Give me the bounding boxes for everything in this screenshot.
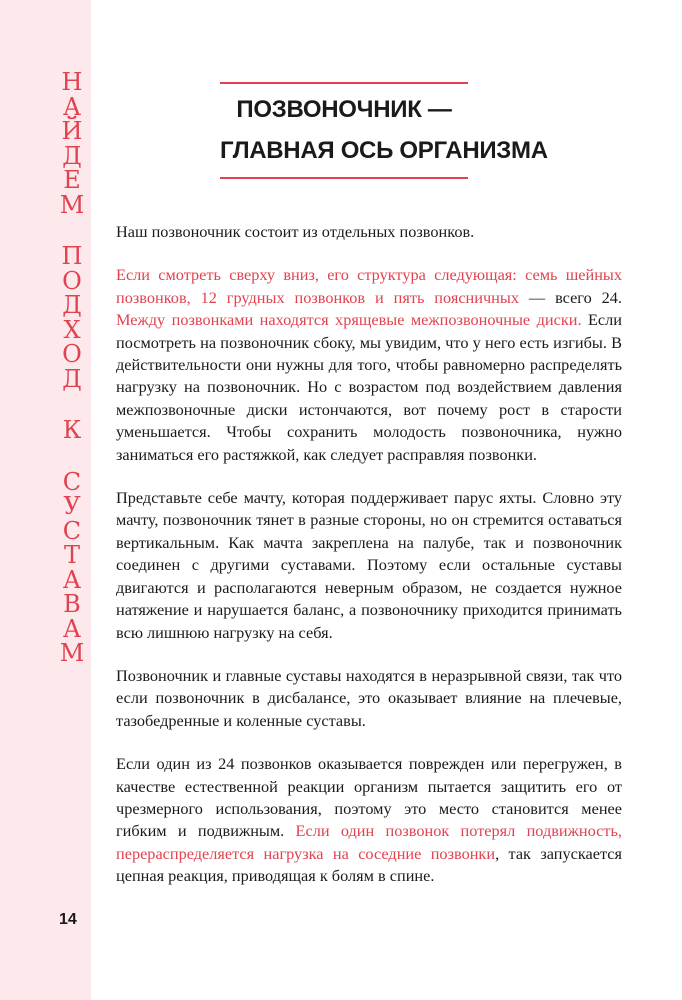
vertical-title-letter: Д <box>62 141 82 170</box>
vertical-title-letter: В <box>63 590 81 618</box>
paragraph-1-text: Наш позвоночник состоит из отдельных позвонков. <box>116 222 475 241</box>
vertical-title-word <box>59 467 85 667</box>
vertical-title-letter: А <box>62 92 82 121</box>
section-heading <box>220 82 548 179</box>
paragraph-3-text: Представьте себе мачту, которая поддерживает парус яхты. Словно эту мачту, позвоночник тянет в разные стороны, но он стремится оставаться вертикальным. Как мачта закреплена на палубе, так и позвоночник соединен с другими суставами. Поэтому если остальные суставы двигаются и располагаются неверным образом, не создается нужное натяжение и нарушается баланс, а позвоночнику приходится принимать всю лишнюю нагрузку на себя. <box>116 488 622 642</box>
vertical-title-letter: К <box>62 416 82 444</box>
vertical-title-letter: Е <box>63 166 81 194</box>
vertical-title-letter: О <box>62 266 82 295</box>
page-title <box>220 84 548 177</box>
vertical-title-letter: Д <box>62 291 82 319</box>
vertical-title-letter: А <box>62 614 82 643</box>
vertical-title-word <box>63 418 82 443</box>
paragraph-4-text: Позвоночник и главные суставы находятся в неразрывной связи, так что если позвоночник в дисбалансе, это оказывает влияние на плечевые, тазобедренные и коленные суставы. <box>116 665 622 730</box>
paragraph-5-text-b: , так запускается цепная реакция, приводящая к болям в спине. <box>116 843 622 886</box>
paragraph-4 <box>116 665 622 732</box>
title-line-1: ПОЗВОНОЧНИК — <box>236 96 452 123</box>
vertical-title-letter: А <box>62 565 82 594</box>
vertical-title-letter: М <box>59 639 85 667</box>
paragraph-5-text-a: Если один из 24 позвонков оказывается поврежден или перегружен, в качестве естественной реакции организм пытается защитить его от чрезмерного использования, поэтому это место становится менее гибким и подвижным. <box>116 754 622 841</box>
vertical-title-letter: С <box>62 467 82 496</box>
vertical-title-letter: Н <box>61 68 83 96</box>
vertical-title-letter: С <box>62 516 82 545</box>
vertical-title-letter: Т <box>63 541 80 569</box>
vertical-title-letter: У <box>63 492 81 520</box>
vertical-title-word <box>60 70 85 217</box>
vertical-title-letter: Й <box>61 117 83 145</box>
paragraph-2-text-a: — всего 24. <box>518 287 622 307</box>
title-line-2: ГЛАВНАЯ ОСЬ ОРГАНИЗМА <box>220 137 548 164</box>
vertical-title-letter: Х <box>63 315 81 344</box>
sidebar <box>0 0 91 1000</box>
highlight-structure: Если смотреть сверху вниз, его структура следующая: семь шейных позвонков, 12 грудных позвонков и пять поясничных <box>116 265 622 307</box>
page-number: 14 <box>59 911 77 928</box>
vertical-title-letter: О <box>62 340 82 368</box>
paragraph-2-text-b: Если посмотреть на позвоночник сбоку, мы увидим, что у него есть изгибы. В действительности они нужны для того, чтобы равномерно распределять нагрузку на позвоночник. Но с возрастом под воздействием давления межпозвоночные диски истончаются, вот почему рост в старости уменьшается. Чтобы сохранить молодость позвоночника, нужно заниматься его растяжкой, как следует расправляя позвонки. <box>116 310 622 464</box>
vertical-chapter-title <box>52 70 92 666</box>
vertical-title-word <box>62 244 83 391</box>
highlight-redistribution: Если один позвонок потерял подвижность, перераспределяется нагрузка на соседние позвонки <box>116 821 622 863</box>
paragraph-3 <box>116 487 622 644</box>
highlight-discs: Между позвонками находятся хрящевые межпозвоночные диски. <box>116 310 582 330</box>
vertical-title-letter: Д <box>62 364 82 393</box>
heading-bottom-rule <box>220 177 468 179</box>
paragraph-2 <box>116 264 622 466</box>
vertical-title-letter: М <box>59 190 85 219</box>
vertical-title-letter: П <box>61 242 83 270</box>
paragraph-5 <box>116 753 622 887</box>
paragraph-1 <box>116 221 622 243</box>
body-text <box>116 221 622 909</box>
